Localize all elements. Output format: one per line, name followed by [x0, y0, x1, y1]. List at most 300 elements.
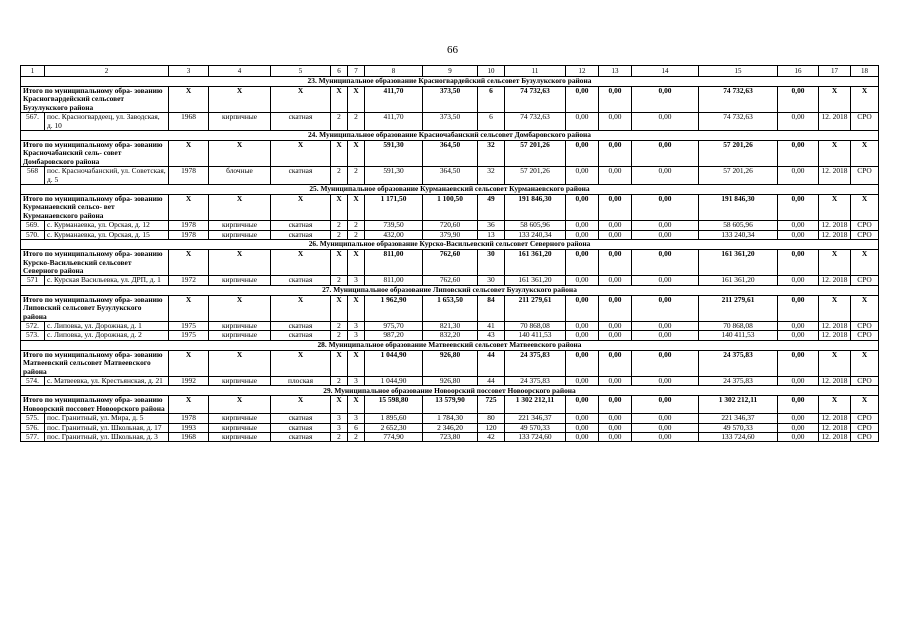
total-cell: 725: [478, 396, 505, 414]
table-cell: 411,70: [365, 113, 423, 131]
table-cell: кирпичные: [209, 433, 271, 442]
address-cell: с. Курская Васильевка, ул. ДРП, д. 1: [45, 276, 169, 285]
section-title: 25. Муниципальное образование Курманаевский сельсовет Курманаевского района: [21, 185, 879, 195]
total-cell: 0,00: [778, 141, 819, 167]
section-title-row: [21, 240, 879, 250]
table-cell: 3: [348, 321, 365, 330]
table-cell: 1975: [169, 321, 209, 330]
total-cell: X: [348, 396, 365, 414]
table-cell: блочные: [209, 167, 271, 185]
table-cell: 1993: [169, 423, 209, 432]
total-cell: 84: [478, 295, 505, 321]
address-cell: пос. Красночабанский, ул. Советская, д. 5: [45, 167, 169, 185]
total-cell: X: [851, 87, 879, 113]
table-cell: 41: [478, 321, 505, 330]
total-cell: 0,00: [599, 350, 632, 376]
row-number: 575.: [21, 414, 45, 423]
table-cell: СРО: [851, 276, 879, 285]
table-cell: 24 375,83: [505, 376, 566, 385]
total-cell: 44: [478, 350, 505, 376]
table-cell: 0,00: [778, 331, 819, 340]
table-cell: скатная: [271, 414, 331, 423]
total-cell: X: [348, 350, 365, 376]
total-label: Итого по муниципальному обра- зованию Курманаевский сельсо- вет Курманаевского района: [21, 195, 169, 221]
total-cell: 0,00: [599, 195, 632, 221]
address-cell: с. Матвеевка, ул. Крестьянская, д. 21: [45, 376, 169, 385]
table-cell: 58 605,96: [505, 221, 566, 230]
table-cell: 739,50: [365, 221, 423, 230]
total-cell: 0,00: [599, 250, 632, 276]
table-cell: 70 868,08: [505, 321, 566, 330]
table-cell: 0,00: [599, 414, 632, 423]
table-cell: 221 346,37: [699, 414, 778, 423]
table-cell: кирпичные: [209, 331, 271, 340]
total-cell: 211 279,61: [699, 295, 778, 321]
table-cell: 0,00: [599, 113, 632, 131]
column-number: 5: [271, 66, 331, 77]
table-cell: 0,00: [632, 321, 699, 330]
table-cell: 2: [348, 230, 365, 239]
table-cell: 12. 2018: [819, 230, 851, 239]
address-cell: с. Курманаевка, ул. Орская, д. 12: [45, 221, 169, 230]
table-cell: кирпичные: [209, 276, 271, 285]
total-cell: X: [851, 396, 879, 414]
total-cell: X: [331, 250, 348, 276]
table-cell: 832,20: [423, 331, 478, 340]
table-row: [21, 221, 879, 230]
total-cell: 0,00: [778, 195, 819, 221]
table-cell: 3: [331, 423, 348, 432]
table-cell: 926,80: [423, 376, 478, 385]
total-cell: 0,00: [632, 87, 699, 113]
table-cell: 0,00: [778, 423, 819, 432]
total-label: Итого по муниципальному обра- зованию Курско-Васильевский сельсовет Северного района: [21, 250, 169, 276]
section-title-row: [21, 185, 879, 195]
total-cell: 49: [478, 195, 505, 221]
total-label: Итого по муниципальному обра- зованию Новоорский поссовет Новоорского района: [21, 396, 169, 414]
total-cell: X: [209, 295, 271, 321]
table-cell: 30: [478, 276, 505, 285]
table-cell: 1975: [169, 331, 209, 340]
table-cell: 0,00: [599, 276, 632, 285]
total-cell: 0,00: [566, 350, 599, 376]
table-cell: 2: [331, 113, 348, 131]
table-cell: кирпичные: [209, 376, 271, 385]
table-cell: 2: [331, 331, 348, 340]
total-cell: 1 302 212,11: [699, 396, 778, 414]
total-cell: X: [169, 396, 209, 414]
table-cell: 133 724,60: [699, 433, 778, 442]
table-cell: 0,00: [778, 276, 819, 285]
column-number: 14: [632, 66, 699, 77]
table-cell: 0,00: [632, 423, 699, 432]
total-cell: X: [169, 87, 209, 113]
table-cell: 0,00: [778, 167, 819, 185]
table-cell: 0,00: [566, 276, 599, 285]
table-cell: 12. 2018: [819, 276, 851, 285]
total-cell: 0,00: [632, 295, 699, 321]
total-cell: X: [331, 195, 348, 221]
column-number: 8: [365, 66, 423, 77]
table-cell: 0,00: [632, 221, 699, 230]
total-cell: 1 653,50: [423, 295, 478, 321]
total-cell: 0,00: [566, 87, 599, 113]
total-cell: X: [819, 141, 851, 167]
table-cell: 0,00: [778, 376, 819, 385]
total-cell: X: [271, 87, 331, 113]
column-number: 7: [348, 66, 365, 77]
column-number: 15: [699, 66, 778, 77]
total-cell: 211 279,61: [505, 295, 566, 321]
total-cell: 0,00: [599, 396, 632, 414]
table-cell: 0,00: [778, 321, 819, 330]
table-cell: 133 724,60: [505, 433, 566, 442]
total-cell: 0,00: [599, 87, 632, 113]
total-cell: X: [169, 295, 209, 321]
column-number-row: [21, 66, 879, 77]
total-cell: 0,00: [778, 295, 819, 321]
table-cell: 0,00: [632, 433, 699, 442]
table-cell: 43: [478, 331, 505, 340]
total-cell: 1 171,50: [365, 195, 423, 221]
table-row: [21, 423, 879, 432]
table-body: [21, 66, 879, 442]
table-cell: 57 201,26: [505, 167, 566, 185]
table-cell: 49 570,33: [505, 423, 566, 432]
table-cell: кирпичные: [209, 113, 271, 131]
table-cell: 1972: [169, 276, 209, 285]
table-cell: 0,00: [566, 167, 599, 185]
section-title: 23. Муниципальное образование Красногвардейский сельсовет Бузулукского района: [21, 77, 879, 87]
table-cell: 1968: [169, 433, 209, 442]
table-cell: 373,50: [423, 113, 478, 131]
total-cell: 24 375,83: [699, 350, 778, 376]
table-cell: 591,30: [365, 167, 423, 185]
table-cell: кирпичные: [209, 321, 271, 330]
total-cell: X: [348, 141, 365, 167]
table-cell: 0,00: [566, 414, 599, 423]
table-cell: 821,30: [423, 321, 478, 330]
table-cell: 0,00: [632, 113, 699, 131]
table-cell: 0,00: [778, 414, 819, 423]
total-cell: X: [348, 195, 365, 221]
total-cell: X: [271, 141, 331, 167]
total-cell: X: [819, 87, 851, 113]
section-title: 28. Муниципальное образование Матвеевский сельсовет Матвеевского района: [21, 340, 879, 350]
table-cell: 720,60: [423, 221, 478, 230]
table-cell: 0,00: [778, 221, 819, 230]
total-cell: X: [209, 141, 271, 167]
table-cell: 1992: [169, 376, 209, 385]
table-cell: 24 375,83: [699, 376, 778, 385]
table-cell: СРО: [851, 423, 879, 432]
section-total-row: [21, 195, 879, 221]
table-cell: 12. 2018: [819, 331, 851, 340]
total-cell: 591,30: [365, 141, 423, 167]
table-cell: кирпичные: [209, 414, 271, 423]
total-cell: 74 732,63: [699, 87, 778, 113]
section-total-row: [21, 396, 879, 414]
table-cell: 0,00: [778, 113, 819, 131]
table-cell: СРО: [851, 230, 879, 239]
total-cell: X: [348, 295, 365, 321]
table-cell: скатная: [271, 221, 331, 230]
table-cell: 0,00: [566, 113, 599, 131]
table-cell: 74 732,63: [505, 113, 566, 131]
table-cell: 2: [348, 433, 365, 442]
table-cell: 13: [478, 230, 505, 239]
total-cell: 191 846,30: [505, 195, 566, 221]
section-total-row: [21, 295, 879, 321]
total-cell: 0,00: [566, 195, 599, 221]
table-cell: 774,90: [365, 433, 423, 442]
column-number: 4: [209, 66, 271, 77]
total-cell: X: [819, 295, 851, 321]
table-cell: 133 240,34: [699, 230, 778, 239]
total-cell: X: [331, 350, 348, 376]
table-cell: 0,00: [632, 167, 699, 185]
address-cell: пос. Красногвардеец, ул. Заводская, д. 10: [45, 113, 169, 131]
table-cell: 140 411,53: [699, 331, 778, 340]
address-cell: пос. Гранитный, ул. Мира, д. 5: [45, 414, 169, 423]
table-cell: скатная: [271, 230, 331, 239]
table-cell: 12. 2018: [819, 433, 851, 442]
total-cell: 32: [478, 141, 505, 167]
total-cell: X: [348, 250, 365, 276]
column-number: 17: [819, 66, 851, 77]
table-cell: 0,00: [632, 331, 699, 340]
total-cell: 0,00: [632, 250, 699, 276]
address-cell: с. Липовка, ул. Дорожная, д. 1: [45, 321, 169, 330]
total-cell: X: [169, 350, 209, 376]
total-cell: 1 962,90: [365, 295, 423, 321]
total-cell: X: [331, 141, 348, 167]
table-cell: 0,00: [632, 414, 699, 423]
table-cell: 0,00: [632, 376, 699, 385]
table-cell: 432,00: [365, 230, 423, 239]
table-cell: 0,00: [599, 331, 632, 340]
total-cell: 24 375,83: [505, 350, 566, 376]
total-cell: 811,00: [365, 250, 423, 276]
total-cell: 926,80: [423, 350, 478, 376]
section-total-row: [21, 350, 879, 376]
table-cell: 161 361,20: [505, 276, 566, 285]
table-cell: 0,00: [599, 221, 632, 230]
table-cell: 80: [478, 414, 505, 423]
total-cell: X: [169, 141, 209, 167]
total-cell: X: [331, 87, 348, 113]
table-cell: 2: [331, 230, 348, 239]
table-cell: 0,00: [632, 230, 699, 239]
table-cell: 1978: [169, 230, 209, 239]
table-cell: 0,00: [599, 167, 632, 185]
column-number: 11: [505, 66, 566, 77]
total-cell: X: [851, 295, 879, 321]
table-cell: 0,00: [778, 230, 819, 239]
table-cell: кирпичные: [209, 423, 271, 432]
table-cell: 0,00: [566, 433, 599, 442]
column-number: 2: [45, 66, 169, 77]
table-cell: 2: [331, 276, 348, 285]
table-cell: 44: [478, 376, 505, 385]
table-cell: 0,00: [599, 433, 632, 442]
row-number: 567.: [21, 113, 45, 131]
total-cell: 0,00: [632, 195, 699, 221]
section-title: 27. Муниципальное образование Липовский сельсовет Бузулукского района: [21, 285, 879, 295]
table-cell: 12. 2018: [819, 167, 851, 185]
column-number: 3: [169, 66, 209, 77]
table-cell: 811,00: [365, 276, 423, 285]
total-cell: 0,00: [566, 141, 599, 167]
total-cell: X: [169, 195, 209, 221]
total-cell: 762,60: [423, 250, 478, 276]
total-cell: X: [851, 350, 879, 376]
total-cell: 6: [478, 87, 505, 113]
table-cell: 2: [348, 167, 365, 185]
table-cell: СРО: [851, 414, 879, 423]
table-cell: 3: [348, 414, 365, 423]
table-cell: скатная: [271, 276, 331, 285]
column-number: 18: [851, 66, 879, 77]
section-title: 26. Муниципальное образование Курско-Васильевский сельсовет Северного района: [21, 240, 879, 250]
table-cell: 0,00: [599, 321, 632, 330]
table-cell: 2 652,30: [365, 423, 423, 432]
total-cell: 0,00: [566, 250, 599, 276]
total-cell: 161 361,20: [699, 250, 778, 276]
table-cell: СРО: [851, 167, 879, 185]
column-number: 6: [331, 66, 348, 77]
row-number: 570.: [21, 230, 45, 239]
table-cell: 1978: [169, 221, 209, 230]
row-number: 568: [21, 167, 45, 185]
total-cell: 74 732,63: [505, 87, 566, 113]
total-cell: 1 044,90: [365, 350, 423, 376]
section-total-row: [21, 141, 879, 167]
table-cell: 0,00: [632, 276, 699, 285]
total-cell: X: [209, 396, 271, 414]
table-cell: 221 346,37: [505, 414, 566, 423]
column-number: 1: [21, 66, 45, 77]
section-title-row: [21, 386, 879, 396]
table-cell: 723,80: [423, 433, 478, 442]
table-cell: 1 784,30: [423, 414, 478, 423]
total-cell: X: [271, 250, 331, 276]
table-cell: плоская: [271, 376, 331, 385]
table-cell: 364,50: [423, 167, 478, 185]
table-cell: 57 201,26: [699, 167, 778, 185]
total-cell: X: [851, 195, 879, 221]
total-cell: 0,00: [778, 396, 819, 414]
table-cell: 987,20: [365, 331, 423, 340]
table-cell: 6: [478, 113, 505, 131]
table-cell: 975,70: [365, 321, 423, 330]
total-cell: 15 598,80: [365, 396, 423, 414]
table-cell: 2 346,20: [423, 423, 478, 432]
table-row: [21, 376, 879, 385]
table-cell: 3: [348, 331, 365, 340]
total-cell: 1 100,50: [423, 195, 478, 221]
column-number: 9: [423, 66, 478, 77]
total-cell: 13 579,90: [423, 396, 478, 414]
table-cell: 120: [478, 423, 505, 432]
table-cell: 36: [478, 221, 505, 230]
table-cell: скатная: [271, 167, 331, 185]
table-cell: 2: [348, 221, 365, 230]
total-cell: X: [331, 295, 348, 321]
table-cell: 3: [348, 376, 365, 385]
row-number: 569.: [21, 221, 45, 230]
table-cell: 12. 2018: [819, 321, 851, 330]
address-cell: с. Липовка, ул. Дорожная, д. 2: [45, 331, 169, 340]
total-cell: X: [819, 195, 851, 221]
total-cell: 0,00: [599, 295, 632, 321]
total-label: Итого по муниципальному обра- зованию Матвеевский сельсовет Матвеевского района: [21, 350, 169, 376]
table-cell: СРО: [851, 433, 879, 442]
table-cell: 74 732,63: [699, 113, 778, 131]
total-cell: X: [209, 87, 271, 113]
table-cell: скатная: [271, 423, 331, 432]
table-row: [21, 113, 879, 131]
table-cell: 1978: [169, 414, 209, 423]
total-cell: 373,50: [423, 87, 478, 113]
table-cell: 0,00: [566, 230, 599, 239]
total-cell: 191 846,30: [699, 195, 778, 221]
total-cell: 161 361,20: [505, 250, 566, 276]
housing-register-table: [20, 65, 879, 442]
total-cell: X: [271, 350, 331, 376]
table-cell: 0,00: [566, 221, 599, 230]
total-cell: 411,70: [365, 87, 423, 113]
section-total-row: [21, 87, 879, 113]
total-cell: 0,00: [778, 350, 819, 376]
total-cell: 0,00: [632, 396, 699, 414]
table-cell: 6: [348, 423, 365, 432]
table-cell: 70 868,08: [699, 321, 778, 330]
table-cell: 12. 2018: [819, 221, 851, 230]
table-cell: 2: [331, 376, 348, 385]
table-cell: 1968: [169, 113, 209, 131]
table-cell: 3: [348, 276, 365, 285]
section-title-row: [21, 340, 879, 350]
total-cell: X: [271, 396, 331, 414]
table-cell: 0,00: [566, 376, 599, 385]
row-number: 572.: [21, 321, 45, 330]
table-cell: 3: [331, 414, 348, 423]
table-cell: СРО: [851, 321, 879, 330]
total-cell: X: [819, 350, 851, 376]
table-cell: 2: [331, 321, 348, 330]
section-title-row: [21, 285, 879, 295]
table-cell: 32: [478, 167, 505, 185]
total-cell: 0,00: [778, 250, 819, 276]
total-cell: X: [169, 250, 209, 276]
table-cell: скатная: [271, 113, 331, 131]
table-row: [21, 321, 879, 330]
column-number: 12: [566, 66, 599, 77]
table-cell: 161 361,20: [699, 276, 778, 285]
table-cell: 0,00: [778, 433, 819, 442]
total-label: Итого по муниципальному обра- зованию Красногвардейский сельсовет Бузулукского района: [21, 87, 169, 113]
table-cell: 0,00: [566, 331, 599, 340]
table-cell: скатная: [271, 433, 331, 442]
table-row: [21, 167, 879, 185]
total-cell: 0,00: [566, 396, 599, 414]
table-cell: кирпичные: [209, 230, 271, 239]
table-cell: 2: [348, 113, 365, 131]
table-row: [21, 230, 879, 239]
table-cell: кирпичные: [209, 221, 271, 230]
total-cell: 364,50: [423, 141, 478, 167]
